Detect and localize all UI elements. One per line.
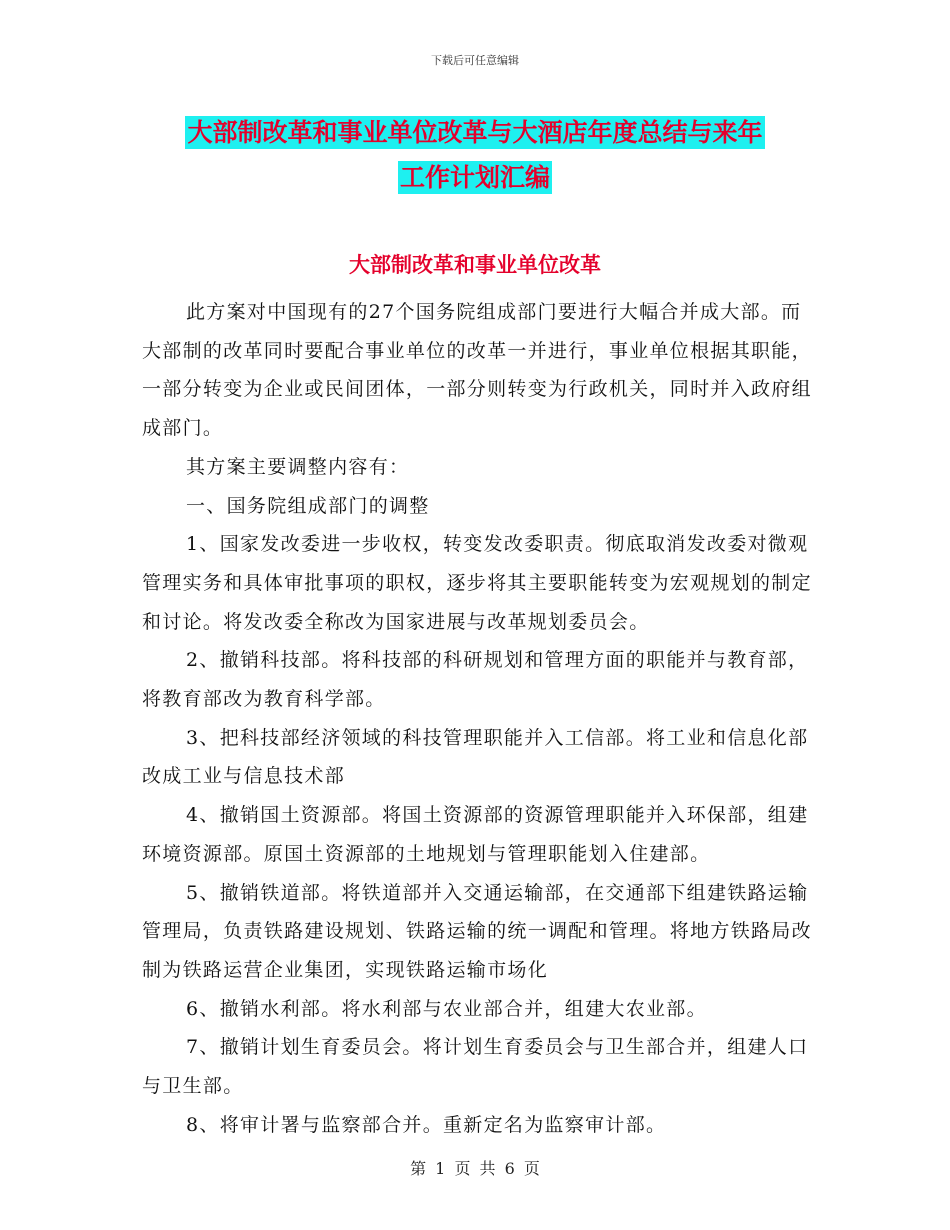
title-highlight: 大部制改革和事业单位改革与大酒店年度总结与来年	[187, 118, 763, 147]
paragraph: 2、撤销科技部。将科技部的科研规划和管理方面的职能并与教育部，将教育部改为教育科学部。	[142, 649, 809, 711]
paragraph: 8、将审计署与监察部合并。重新定名为监察审计部。	[186, 1113, 667, 1136]
paragraph: 5、撤销铁道部。将铁道部并入交通运输部，在交通部下组建铁路运输管理局，负责铁路建设规划、铁路运输的统一调配和管理。将地方铁路局改制为铁路运营企业集团，实现铁路运输市场化	[142, 881, 812, 981]
title-highlight: 工作计划汇编	[399, 163, 550, 192]
paragraph: 4、撤销国土资源部。将国土资源部的资源管理职能并入环保部，组建环境资源部。原国土资源部的土地规划与管理职能划入住建部。	[142, 804, 809, 865]
paragraph: 1、国家发改委进一步收权，转变发改委职责。彻底取消发改委对微观管理实务和具体审批事项的职权，逐步将其主要职能转变为宏观规划的制定和讨论。将发改委全称改为国家进展与改革规划委员会。	[142, 533, 812, 633]
paragraph: 3、把科技部经济领域的科技管理职能并入工信部。将工业和信息化部改成工业与信息技术部	[142, 726, 809, 788]
document-title-line-1	[0, 113, 950, 149]
document-title-line-2	[0, 158, 950, 194]
paragraph: 6、撤销水利部。将水利部与农业部合并，组建大农业部。	[186, 997, 707, 1020]
paragraph: 其方案主要调整内容有：	[186, 455, 410, 478]
page-header-note: 下载后可任意编辑	[431, 54, 519, 67]
section-title: 大部制改革和事业单位改革	[349, 253, 601, 277]
page-number-footer: 第 1 页 共 6 页	[410, 1159, 540, 1178]
document-body	[142, 293, 812, 1144]
paragraph: 一、国务院组成部门的调整	[186, 494, 430, 517]
paragraph: 7、撤销计划生育委员会。将计划生育委员会与卫生部合并，组建人口与卫生部。	[142, 1036, 809, 1098]
paragraph: 此方案对中国现有的27个国务院组成部门要进行大幅合并成大部。而大部制的改革同时要配合事业单位的改革一并进行，事业单位根据其职能，一部分转变为企业或民间团体，一部分则转变为行政机关，同时并入政府组成部门。	[142, 301, 812, 440]
